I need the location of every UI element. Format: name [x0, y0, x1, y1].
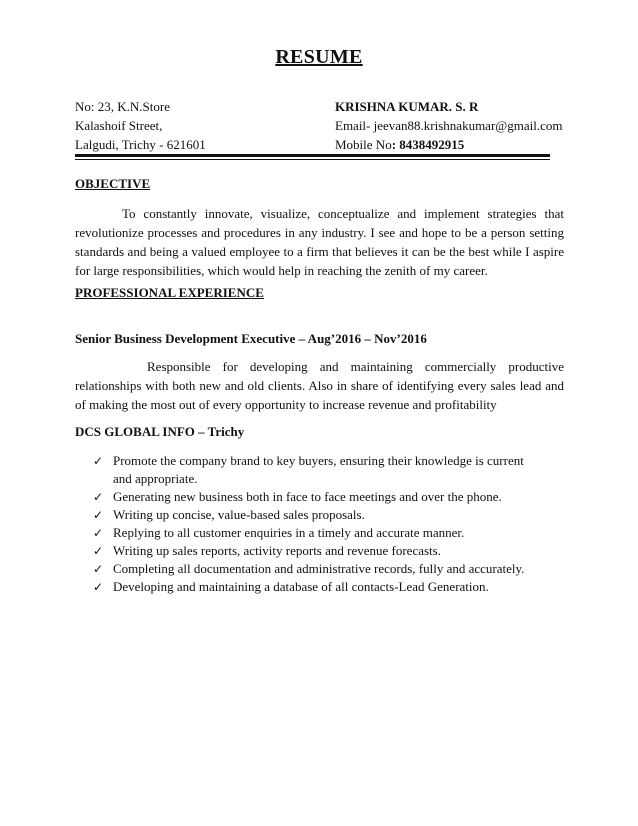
list-item: ✓ Writing up sales reports, activity reports and revenue forecasts.	[93, 543, 441, 558]
experience-heading: PROFESSIONAL EXPERIENCE	[75, 285, 264, 300]
email-line: Email- jeevan88.krishnakumar@gmail.com	[335, 118, 563, 133]
divider-thick	[75, 154, 550, 157]
candidate-name: KRISHNA KUMAR. S. R	[335, 99, 479, 114]
job-role-title: Senior Business Development Executive – Aug’2016 – Nov’2016	[75, 331, 427, 346]
checkmark-icon: ✓	[93, 580, 104, 594]
list-item: ✓ Generating new business both in face to face meetings and over the phone.	[93, 489, 502, 504]
objective-heading: OBJECTIVE	[75, 176, 151, 191]
address-line-1: No: 23, K.N.Store	[75, 99, 170, 114]
job-description: Responsible for developing and maintaining commercially productive relationships with both new and old clients. Also in share of identifying every sales lead and of making the most out of every opportunity to increase revenue and profitability	[75, 359, 564, 412]
list-item: ✓ Writing up concise, value-based sales proposals.	[93, 507, 365, 522]
address-line-2: Kalashoif Street,	[75, 118, 163, 133]
address-line-3: Lalgudi, Trichy - 621601	[75, 137, 206, 152]
responsibility-list	[93, 452, 538, 596]
mobile-line	[335, 135, 563, 154]
page-title: RESUME	[275, 46, 363, 68]
address-block	[75, 97, 206, 154]
checkmark-icon: ✓	[93, 454, 104, 468]
checkmark-icon: ✓	[93, 526, 104, 540]
list-item: ✓ Replying to all customer enquiries in a timely and accurate manner.	[93, 525, 465, 540]
checkmark-icon: ✓	[93, 490, 104, 504]
mobile-number: : 8438492915	[391, 137, 465, 152]
list-item: ✓ Promote the company brand to key buyers, ensuring their knowledge is current and appropriate.	[93, 453, 524, 486]
mobile-label: Mobile No	[335, 137, 392, 152]
objective-text: To constantly innovate, visualize, conceptualize and implement strategies that revolutionize processes and procedures in any industry. I see and hope to be a person setting standards and being a valued employee to a firm that believes it can be the best while I aspire for large responsibilities, which would help in reaching the zenith of my career.	[75, 206, 564, 278]
checkmark-icon: ✓	[93, 544, 104, 558]
checkmark-icon: ✓	[93, 508, 104, 522]
checkmark-icon: ✓	[93, 562, 104, 576]
company-name: DCS GLOBAL INFO – Trichy	[75, 424, 245, 439]
contact-block	[335, 97, 563, 154]
list-item: ✓ Developing and maintaining a database of all contacts-Lead Generation.	[93, 579, 489, 594]
divider-thin	[75, 159, 550, 160]
list-item: ✓ Completing all documentation and administrative records, fully and accurately.	[93, 561, 525, 576]
